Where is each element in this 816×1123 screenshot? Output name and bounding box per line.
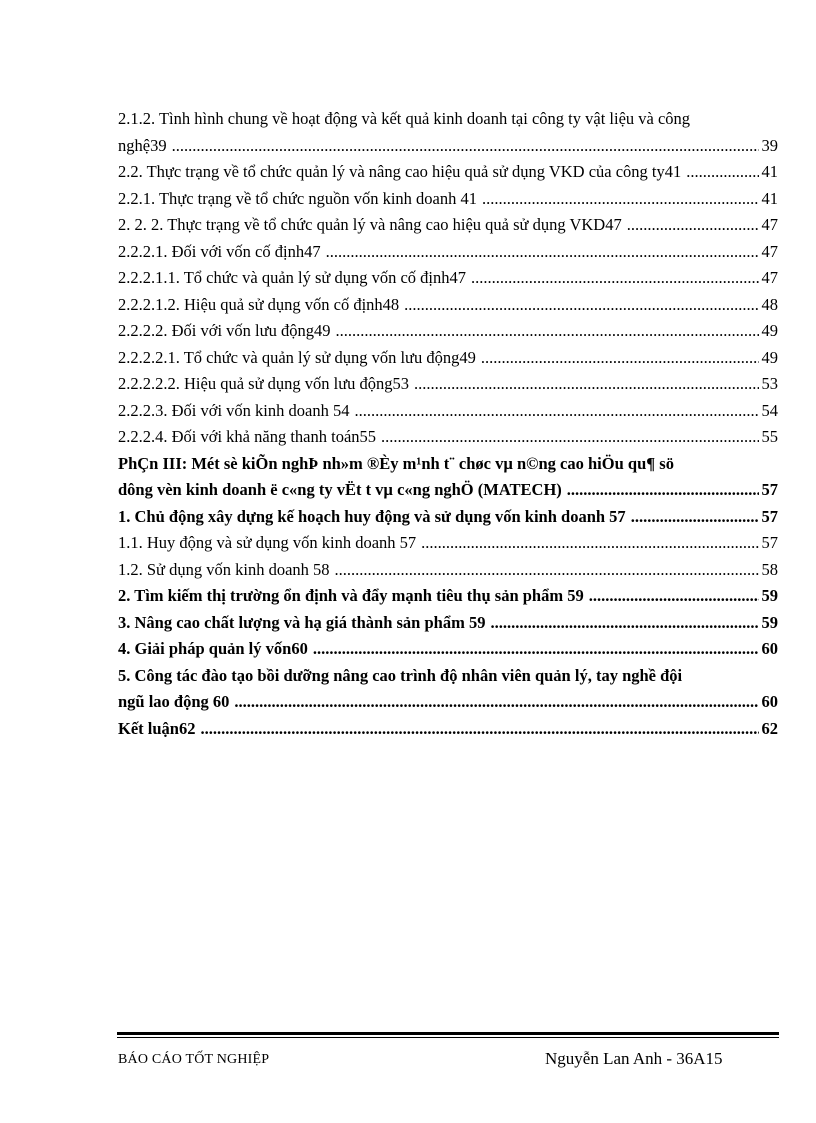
dot-leader bbox=[404, 292, 758, 319]
toc-entry-label: 1.1. Huy động và sử dụng vốn kinh doanh 57 bbox=[118, 533, 417, 552]
toc-entry bbox=[118, 265, 778, 292]
toc-entry-row bbox=[118, 716, 778, 743]
toc-entry-label: 2.2.2.3. Đối với vốn kinh doanh 54 bbox=[118, 400, 350, 420]
toc-entry-page: 49 bbox=[761, 347, 778, 367]
dot-leader bbox=[335, 557, 759, 584]
toc-entry-row bbox=[118, 610, 778, 637]
toc-entry-label: 2.2.2.2. Đối với vốn lưu động49 bbox=[118, 321, 331, 340]
dot-leader bbox=[482, 186, 759, 213]
toc-entry-row bbox=[118, 583, 778, 610]
toc-entry bbox=[118, 106, 778, 159]
dot-leader bbox=[354, 398, 758, 425]
toc-entry bbox=[118, 186, 778, 213]
toc-entry-label: 2.2.2.1.1. Tổ chức và quản lý sử dụng vốn cố định47 bbox=[118, 268, 466, 287]
toc-entry-label: 2.2. Thực trạng về tổ chức quản lý và nâng cao hiệu quả sử dụng VKD của công ty41 bbox=[118, 162, 682, 181]
toc-entry-label: 1. Chủ động xây dựng kế hoạch huy động và sử dụng vốn kinh doanh 57 bbox=[118, 506, 626, 526]
toc-entry-row bbox=[118, 265, 778, 292]
toc-entry-page: 41 bbox=[761, 162, 778, 181]
toc-entry-page: 47 bbox=[761, 268, 778, 287]
toc-entry-label: 2.2.2.4. Đối với khả năng thanh toán55 bbox=[118, 427, 377, 446]
toc-entry bbox=[118, 663, 778, 716]
dot-leader bbox=[234, 689, 758, 716]
toc-entry-page: 59 bbox=[761, 586, 778, 605]
toc-entry-page: 60 bbox=[761, 692, 778, 711]
toc-entry-row bbox=[118, 398, 778, 425]
dot-leader bbox=[414, 371, 758, 398]
toc-entry-label: 2.2.1. Thực trạng về tổ chức nguồn vốn kinh doanh 41 bbox=[118, 188, 477, 208]
toc-entry-label: dông vèn kinh doanh ë c«ng ty vËt t vµ c«ng nghÖ (MATECH) bbox=[118, 480, 562, 499]
dot-leader bbox=[326, 239, 759, 266]
dot-leader bbox=[481, 345, 759, 372]
footer-divider-thin bbox=[117, 1037, 779, 1038]
toc-entry-page: 54 bbox=[761, 400, 778, 420]
toc-entry-page: 53 bbox=[761, 374, 778, 393]
toc-entry bbox=[118, 318, 778, 345]
toc-entry bbox=[118, 504, 778, 531]
dot-leader bbox=[313, 636, 759, 663]
dot-leader bbox=[490, 610, 758, 637]
toc-entry-line: 5. Công tác đào tạo bồi dưỡng nâng cao trình độ nhân viên quản lý, tay nghề đội bbox=[118, 665, 683, 685]
toc-entry-page: 47 bbox=[761, 215, 778, 234]
dot-leader bbox=[631, 504, 759, 531]
toc-entry-row bbox=[118, 133, 778, 160]
toc-entry-row bbox=[118, 689, 778, 716]
toc-entry bbox=[118, 424, 778, 451]
toc-entry-label: 4. Giải pháp quản lý vốn60 bbox=[118, 639, 308, 658]
dot-leader bbox=[589, 583, 759, 610]
toc-entry-page: 60 bbox=[761, 639, 778, 658]
toc-entry-row bbox=[118, 477, 778, 504]
toc-entry-row bbox=[118, 239, 778, 266]
toc-entry bbox=[118, 610, 778, 637]
toc-entry-page: 41 bbox=[761, 188, 778, 208]
toc-entry-page: 57 bbox=[761, 480, 778, 499]
dot-leader bbox=[686, 159, 758, 186]
toc-entry-label: 2. 2. 2. Thực trạng về tổ chức quản lý và nâng cao hiệu quả sử dụng VKD47 bbox=[118, 215, 622, 234]
toc-entry-page: 39 bbox=[761, 135, 778, 155]
toc-entry-page: 62 bbox=[761, 718, 778, 738]
toc-entry-row bbox=[118, 557, 778, 584]
toc-entry-row bbox=[118, 636, 778, 663]
toc-entry-label: 1.2. Sử dụng vốn kinh doanh 58 bbox=[118, 559, 330, 579]
dot-leader bbox=[421, 530, 758, 557]
toc-entry-label: 2.2.2.2.2. Hiệu quả sử dụng vốn lưu động53 bbox=[118, 374, 410, 393]
toc-entry bbox=[118, 398, 778, 425]
dot-leader bbox=[200, 716, 758, 743]
toc-entry-row bbox=[118, 159, 778, 186]
footer-report-title: BÁO CÁO TỐT NGHIỆP bbox=[118, 1052, 270, 1067]
table-of-contents bbox=[118, 106, 778, 742]
toc-entry-label: 2. Tìm kiếm thị trường ổn định và đẩy mạnh tiêu thụ sản phẩm 59 bbox=[118, 586, 584, 605]
toc-entry bbox=[118, 716, 778, 743]
toc-entry-page: 58 bbox=[761, 559, 778, 579]
toc-entry-page: 55 bbox=[761, 427, 778, 446]
toc-entry-row bbox=[118, 212, 778, 239]
toc-entry-label: 2.2.2.1. Đối với vốn cố định47 bbox=[118, 241, 321, 261]
toc-entry bbox=[118, 292, 778, 319]
toc-entry-line: 2.1.2. Tình hình chung về hoạt động và kết quả kinh doanh tại công ty vật liệu và công bbox=[118, 109, 691, 128]
toc-entry-row bbox=[118, 530, 778, 557]
toc-entry-row bbox=[118, 345, 778, 372]
dot-leader bbox=[381, 424, 758, 451]
toc-entry-page: 57 bbox=[761, 533, 778, 552]
toc-entry-label: 2.2.2.1.2. Hiệu quả sử dụng vốn cố định48 bbox=[118, 294, 400, 314]
dot-leader bbox=[335, 318, 758, 345]
toc-entry-label: 3. Nâng cao chất lượng và hạ giá thành sản phẩm 59 bbox=[118, 612, 486, 632]
toc-entry-row bbox=[118, 292, 778, 319]
toc-entry-row bbox=[118, 186, 778, 213]
toc-entry-label: 2.2.2.2.1. Tổ chức và quản lý sử dụng vốn lưu động49 bbox=[118, 347, 476, 367]
toc-entry-label: ngũ lao động 60 bbox=[118, 692, 230, 711]
toc-entry bbox=[118, 212, 778, 239]
dot-leader bbox=[627, 212, 759, 239]
toc-entry-page: 49 bbox=[761, 321, 778, 340]
toc-entry bbox=[118, 557, 778, 584]
toc-entry-page: 48 bbox=[761, 294, 778, 314]
toc-entry-page: 59 bbox=[761, 612, 778, 632]
footer-divider bbox=[117, 1032, 779, 1035]
toc-entry-page: 57 bbox=[761, 506, 778, 526]
toc-entry-label: Kết luận62 bbox=[118, 718, 196, 738]
toc-entry bbox=[118, 159, 778, 186]
toc-entry-row bbox=[118, 504, 778, 531]
toc-entry bbox=[118, 451, 778, 504]
toc-entry-page: 47 bbox=[761, 241, 778, 261]
toc-entry bbox=[118, 371, 778, 398]
toc-entry-row bbox=[118, 318, 778, 345]
toc-entry bbox=[118, 530, 778, 557]
dot-leader bbox=[567, 477, 759, 504]
toc-entry bbox=[118, 345, 778, 372]
toc-entry bbox=[118, 239, 778, 266]
toc-entry bbox=[118, 636, 778, 663]
toc-entry-row bbox=[118, 371, 778, 398]
toc-entry-row bbox=[118, 424, 778, 451]
dot-leader bbox=[172, 133, 759, 160]
dot-leader bbox=[471, 265, 759, 292]
footer-author: Nguyễn Lan Anh - 36A15 bbox=[545, 1049, 723, 1068]
toc-entry-label: nghệ39 bbox=[118, 135, 167, 155]
toc-entry bbox=[118, 583, 778, 610]
toc-entry-line: PhÇn III: Mét sè kiÕn nghÞ nh»m ®Èy m¹nh t¨ chøc vµ n©ng cao hiÖu qu¶ sö bbox=[118, 453, 674, 473]
